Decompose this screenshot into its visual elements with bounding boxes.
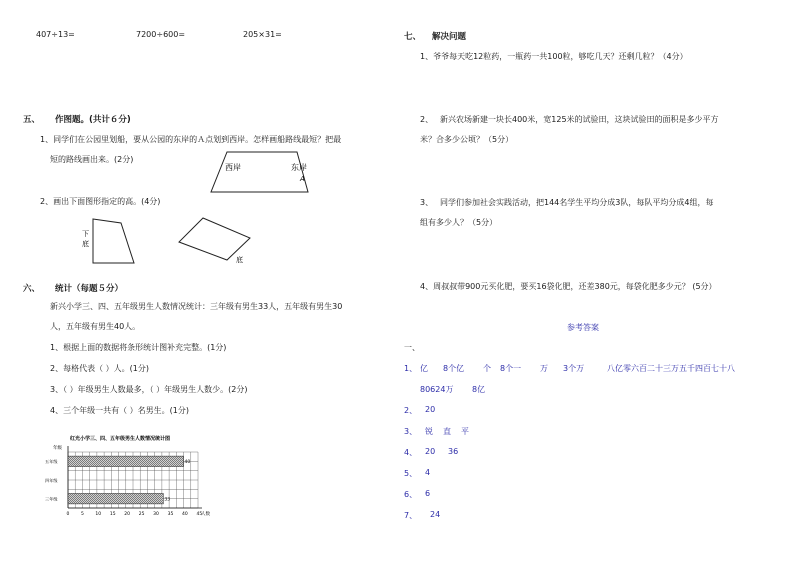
s7-q3-line1: 同学们参加社会实践活动，把144名学生平均分成3队，每队平均分成4组，每	[440, 198, 714, 207]
chart-x-unit: 人数	[201, 512, 210, 517]
answer-1-number: 1、	[404, 364, 418, 373]
answer-4-value-1: 20	[425, 447, 436, 456]
section-6-title: 统计（每题５分）	[55, 284, 124, 294]
answer-1-item-6: 3个万	[563, 364, 585, 373]
answer-1b-2: 8亿	[472, 385, 486, 394]
calc-3: 205×31=	[243, 30, 282, 39]
answer-3-value-2: 直	[443, 427, 451, 436]
answers-title: 参考答案	[567, 323, 599, 332]
base-label-bottom: 底	[82, 240, 89, 248]
chart-data-label: 33	[164, 497, 171, 503]
chart-data-label: 40	[184, 460, 191, 466]
calc-2: 7200÷600=	[136, 30, 186, 39]
chart-category-label: 五年级	[45, 459, 58, 465]
chart-x-tick-label: 40	[182, 512, 188, 517]
s7-q2-line2: 米？合多少公顷？（5分）	[420, 135, 514, 144]
calc-1: 407÷13=	[36, 30, 75, 39]
s6-q1: 1、根据上面的数据将条形统计图补充完整。(1分)	[50, 343, 227, 352]
answers-one: 一、	[404, 343, 420, 352]
answer-6-value: 6	[425, 489, 431, 498]
s6-intro-line1: 新兴小学三、四、五年级男生人数情况统计：三年级有男生33人，五年级有男生30	[50, 302, 343, 311]
s7-q3-number: 3、	[420, 198, 434, 207]
bar-chart	[42, 430, 232, 520]
answer-1-item-3: 个	[483, 364, 491, 373]
answer-2-value: 20	[425, 405, 436, 414]
answer-5-value: 4	[425, 468, 431, 477]
section-7-number: 七、	[404, 32, 422, 42]
answer-5-number: 5、	[404, 469, 418, 478]
base-label-2: 底	[236, 256, 243, 264]
s6-intro-line2: 人，五年级有男生40人。	[50, 322, 141, 331]
chart-yaxis-title: 年级	[53, 446, 62, 451]
answer-7-number: 7、	[404, 511, 418, 520]
parallelogram-figure	[175, 216, 260, 266]
answer-1-item-2: 8个亿	[443, 364, 465, 373]
s6-q2: 2、每格代表（ ）人。(1分)	[50, 364, 149, 373]
chart-x-tick-label: 15	[109, 512, 116, 517]
s7-q3-line2: 组有多少人？（5分）	[420, 218, 498, 227]
base-label-top: 下	[82, 230, 89, 238]
answer-1-item-4: 8个一	[500, 364, 522, 373]
chart-x-tick-label: 25	[138, 512, 145, 517]
answer-2-number: 2、	[404, 406, 418, 415]
answer-1-item-1: 亿	[420, 364, 428, 373]
answer-1b-1: 80624万	[420, 385, 454, 394]
trapezoid-figure	[78, 217, 138, 265]
s5-q1-line2: 短的路线画出来。(2分)	[50, 155, 134, 164]
chart-x-tick-label: 30	[153, 512, 159, 517]
section-5-number: 五、	[23, 115, 41, 125]
answer-3-value-1: 锐	[425, 427, 433, 436]
chart-x-tick-label: 0	[66, 512, 70, 517]
river-trapezoid	[205, 150, 330, 196]
chart-x-tick-label: 45	[196, 512, 203, 517]
s6-q4: 4、三个年级一共有（ ）名男生。(1分)	[50, 406, 189, 415]
section-6-number: 六、	[23, 284, 41, 294]
s7-q1: 1、爷爷每天吃12粒药，一瓶药一共100粒，够吃几天？还剩几粒？（4分）	[420, 52, 688, 61]
s6-q3: 3、（ ）年级男生人数最多，（ ）年级男生人数少。(2分)	[50, 385, 248, 394]
s7-q2-line1: 新兴农场新建一块长400米，宽125米的试验田，这块试验田的面积是多少平方	[440, 115, 719, 124]
chart-title: 红光小学三、四、五年级男生人数情况统计图	[70, 436, 171, 442]
answer-6-number: 6、	[404, 490, 418, 499]
west-shore-label: 西岸	[225, 163, 241, 172]
chart-category-label: 四年级	[45, 477, 58, 483]
answer-4-number: 4、	[404, 448, 418, 457]
east-shore-label: 东岸	[291, 163, 307, 172]
answer-4-value-2: 36	[448, 447, 459, 456]
answer-1-item-7: 八亿零六百二十三万五千四百七十八	[607, 364, 735, 373]
answer-1-item-5: 万	[540, 364, 548, 373]
section-5-title: 作图题。(共计６分)	[55, 115, 131, 125]
chart-x-tick-label: 5	[80, 512, 84, 517]
chart-bar	[68, 456, 184, 466]
point-a-label: A	[300, 175, 305, 183]
answer-3-value-3: 平	[461, 427, 469, 436]
answer-3-number: 3、	[404, 427, 418, 436]
chart-x-tick-label: 10	[95, 512, 102, 517]
chart-x-tick-label: 35	[167, 512, 174, 517]
s7-q2-number: 2、	[420, 115, 434, 124]
s5-q2: 2、画出下面图形指定的高。(4分)	[40, 197, 161, 206]
s7-q4: 4、周叔叔带900元买化肥，要买16袋化肥，还差380元，每袋化肥多少元？ (5分）	[420, 282, 717, 291]
chart-x-tick-label: 20	[124, 512, 131, 517]
chart-category-label: 三年级	[45, 496, 58, 502]
chart-bar	[68, 493, 163, 503]
answer-7-value: 24	[430, 510, 441, 519]
s5-q1-line1: 1、同学们在公园里划船，要从公园的东岸的Ａ点划到西岸。怎样画船路线最短？把最	[40, 135, 342, 144]
section-7-title: 解决问题	[432, 32, 467, 42]
